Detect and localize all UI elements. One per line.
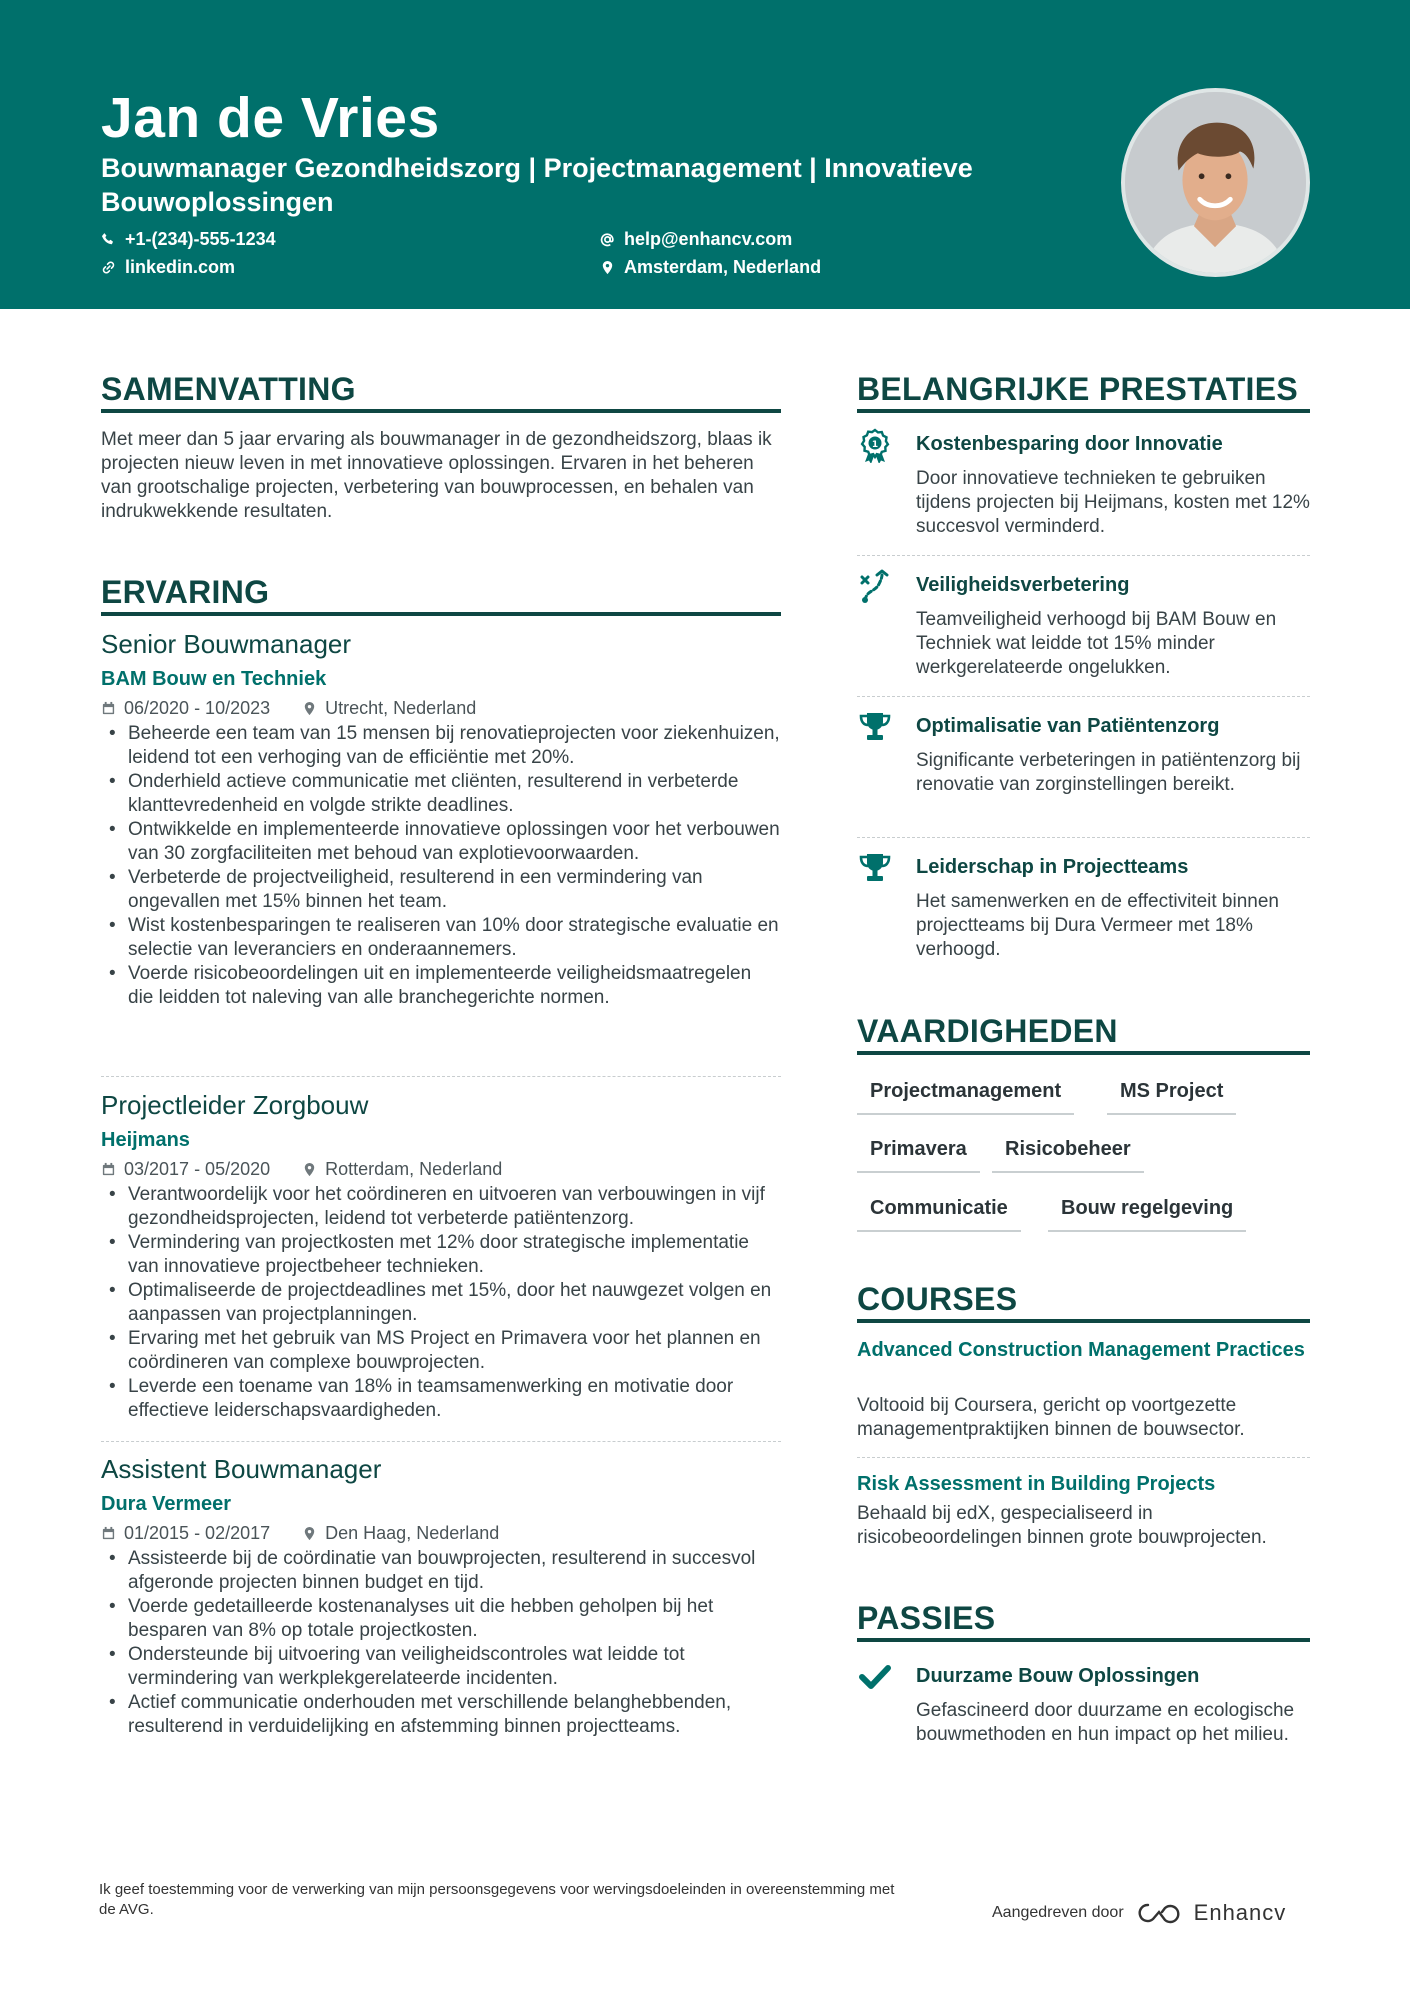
location-pin-icon [302, 1526, 317, 1541]
section-rule [857, 409, 1310, 413]
job-company: Dura Vermeer [101, 1493, 232, 1515]
job-location: Den Haag, Nederland [325, 1523, 500, 1543]
job-meta [101, 1521, 781, 1545]
achievement-title: Optimalisatie van Patiëntenzorg [916, 715, 1220, 737]
section-rule [101, 612, 781, 616]
phone-icon [101, 232, 116, 247]
achievements-heading: BELANGRIJKE PRESTATIES [857, 371, 1299, 407]
experience-item [101, 628, 781, 1010]
location-pin-icon [600, 260, 615, 275]
job-meta [101, 696, 781, 720]
skill-tag: Communicatie [857, 1194, 1021, 1232]
achievement-text: Door innovatieve technieken te gebruiken tijdens projecten bij Heijmans, kosten met 12% succesvol verminderd. [916, 468, 1310, 537]
enhancv-logo-icon [1136, 1901, 1182, 1925]
course-title: Advanced Construction Management Practices [857, 1339, 1305, 1361]
job-bullet: • Vermindering van projectkosten met 12% door strategische implementatie van innovatieve projectbeheer technieken. [101, 1231, 781, 1279]
job-bullet: • Verantwoordelijk voor het coördineren en uitvoeren van verbouwingen in vijf gezondheidsprojecten, leidend tot verbeterde patiëntenzorg. [101, 1183, 781, 1231]
phone-text: +1-(234)-555-1234 [125, 229, 276, 249]
location-text: Amsterdam, Nederland [624, 257, 822, 277]
trophy-icon [857, 850, 893, 886]
job-location: Rotterdam, Nederland [325, 1159, 503, 1179]
course-text: Voltooid bij Coursera, gericht op voortgezette managementpraktijken binnen de bouwsector. [857, 1395, 1245, 1440]
job-title: Assistent Bouwmanager [101, 1454, 382, 1484]
at-sign-icon [600, 232, 615, 247]
passions-heading: PASSIES [857, 1600, 996, 1636]
item-divider [101, 1441, 781, 1442]
job-dates: 01/2015 - 02/2017 [124, 1523, 271, 1543]
candidate-headline: Bouwmanager Gezondheidszorg | Projectmanagement | Innovatieve Bouwoplossingen [101, 153, 973, 217]
item-divider [857, 696, 1310, 697]
job-bullet: • Verbeterde de projectveiligheid, resulterend in een vermindering van ongevallen met 15% binnen het team. [101, 866, 781, 914]
course-title: Risk Assessment in Building Projects [857, 1473, 1216, 1495]
job-dates: 03/2017 - 05/2020 [124, 1159, 271, 1179]
resume-header [0, 0, 1410, 309]
profile-photo [1121, 88, 1310, 277]
section-rule [857, 1319, 1310, 1323]
job-bullet: • Voerde gedetailleerde kostenanalyses uit die hebben geholpen bij het besparen van 8% op totale projectkosten. [101, 1595, 781, 1643]
calendar-icon [101, 1162, 116, 1177]
link-icon [101, 260, 116, 275]
course-text: Behaald bij edX, gespecialiseerd in risicobeoordelingen binnen grote bouwprojecten. [857, 1503, 1267, 1548]
calendar-icon [101, 1526, 116, 1541]
job-bullet: • Ondersteunde bij uitvoering van veiligheidscontroles wat leidde tot vermindering van werkplekgerelateerde incidenten. [101, 1643, 781, 1691]
contact-phone[interactable] [101, 227, 276, 251]
trophy-icon [857, 709, 893, 745]
experience-heading: ERVARING [101, 574, 270, 610]
powered-by[interactable] [992, 1900, 1286, 1926]
achievement-text: Significante verbeteringen in patiëntenzorg bij renovatie van zorginstellingen bereikt. [916, 750, 1301, 795]
achievement-item [857, 427, 1310, 547]
passion-item [857, 1659, 1310, 1769]
experience-item [101, 1453, 781, 1739]
avatar [1125, 92, 1306, 273]
job-bullet: • Ontwikkelde en implementeerde innovatieve oplossingen voor het verbouwen van 30 zorgfaciliteiten met behoud van explotievoorwaarden. [101, 818, 781, 866]
section-rule [857, 1051, 1310, 1055]
job-title: Senior Bouwmanager [101, 629, 352, 659]
item-divider [857, 1457, 1310, 1458]
job-bullet: • Wist kostenbesparingen te realiseren van 10% door strategische evaluatie en selectie van leveranciers en onderaannemers. [101, 914, 781, 962]
consent-note: Ik geef toestemming voor de verwerking van mijn persoonsgegevens voor wervingsdoeleinden in overeenstemming met de AVG. [99, 1881, 895, 1918]
item-divider [857, 555, 1310, 556]
job-bullet: • Leverde een toename van 18% in teamsamenwerking en motivatie door effectieve leiderschapsvaardigheden. [101, 1375, 781, 1423]
job-company: BAM Bouw en Techniek [101, 668, 327, 690]
award-ribbon-icon [857, 427, 893, 463]
skill-tag: Primavera [857, 1135, 980, 1173]
job-title: Projectleider Zorgbouw [101, 1090, 369, 1120]
svg-text:1: 1 [871, 440, 879, 450]
skill-tag: Projectmanagement [857, 1077, 1074, 1115]
job-company: Heijmans [101, 1129, 190, 1151]
summary-text: Met meer dan 5 jaar ervaring als bouwmanager in de gezondheidszorg, blaas ik projecten nieuw leven in met innovatieve oplossingen. Ervaren in het beheren van grootschalige projecten, verbetering van bouwprocessen, en behalen van indrukwekkende resultaten. [101, 429, 772, 522]
achievement-item [857, 568, 1310, 688]
powered-by-label: Aangedreven door [992, 1904, 1124, 1921]
job-bullets [101, 1547, 781, 1739]
job-location: Utrecht, Nederland [325, 698, 477, 718]
job-bullet: • Optimaliseerde de projectdeadlines met 15%, door het nauwgezet volgen en aanpassen van projectplanningen. [101, 1279, 781, 1327]
job-bullets [101, 1183, 781, 1423]
skill-tag: Risicobeheer [992, 1135, 1144, 1173]
brand-name: Enhancv [1193, 1900, 1287, 1925]
strategy-path-icon [857, 568, 893, 604]
candidate-name: Jan de Vries [101, 86, 440, 150]
job-bullet: • Beheerde een team van 15 mensen bij renovatieprojecten voor ziekenhuizen, leidend tot een verhoging van de efficiëntie met 20%. [101, 722, 781, 770]
achievement-text: Teamveiligheid verhoogd bij BAM Bouw en Techniek wat leidde tot 15% minder werkgerelateerde ongelukken. [916, 609, 1277, 678]
courses-heading: COURSES [857, 1281, 1018, 1317]
job-bullet: • Voerde risicobeoordelingen uit en implementeerde veiligheidsmaatregelen die leidden tot naleving van alle branchegerichte normen. [101, 962, 781, 1010]
contact-email[interactable] [600, 227, 792, 251]
location-pin-icon [302, 1162, 317, 1177]
item-divider [101, 1076, 781, 1077]
job-bullet: • Onderhield actieve communicatie met cliënten, resulterend in verbeterde klanttevredenheid en volgde strikte deadlines. [101, 770, 781, 818]
achievement-title: Leiderschap in Projectteams [916, 856, 1189, 878]
job-dates: 06/2020 - 10/2023 [124, 698, 271, 718]
skills-heading: VAARDIGHEDEN [857, 1013, 1118, 1049]
skill-tag: MS Project [1107, 1077, 1236, 1115]
job-bullet: • Actief communicatie onderhouden met verschillende belanghebbenden, resulterend in verduidelijking en afstemming binnen projectteams. [101, 1691, 781, 1739]
skill-tag: Bouw regelgeving [1048, 1194, 1246, 1232]
linkedin-text: linkedin.com [125, 257, 236, 277]
job-bullet: • Assisteerde bij de coördinatie van bouwprojecten, resulterend in succesvol afgeronde projecten binnen budget en tijd. [101, 1547, 781, 1595]
contact-location [600, 255, 821, 279]
item-divider [857, 837, 1310, 838]
achievement-title: Kostenbesparing door Innovatie [916, 433, 1223, 455]
checkmark-icon [857, 1659, 893, 1695]
achievement-item [857, 709, 1310, 829]
section-rule [857, 1638, 1310, 1642]
achievement-title: Veiligheidsverbetering [916, 574, 1130, 596]
summary-heading: SAMENVATTING [101, 371, 356, 407]
location-pin-icon [302, 701, 317, 716]
email-text: help@enhancv.com [624, 229, 793, 249]
job-meta [101, 1157, 781, 1181]
job-bullet: • Ervaring met het gebruik van MS Project en Primavera voor het plannen en coördineren van complexe bouwprojecten. [101, 1327, 781, 1375]
passion-text: Gefascineerd door duurzame en ecologische bouwmethoden en hun impact op het milieu. [916, 1700, 1295, 1745]
experience-item [101, 1089, 781, 1423]
section-rule [101, 409, 781, 413]
job-bullets [101, 722, 781, 1010]
contact-linkedin[interactable] [101, 255, 235, 279]
passion-title: Duurzame Bouw Oplossingen [916, 1665, 1200, 1687]
achievement-item [857, 850, 1310, 970]
achievement-text: Het samenwerken en de effectiviteit binnen projectteams bij Dura Vermeer met 18% verhoogd. [916, 891, 1279, 960]
calendar-icon [101, 701, 116, 716]
